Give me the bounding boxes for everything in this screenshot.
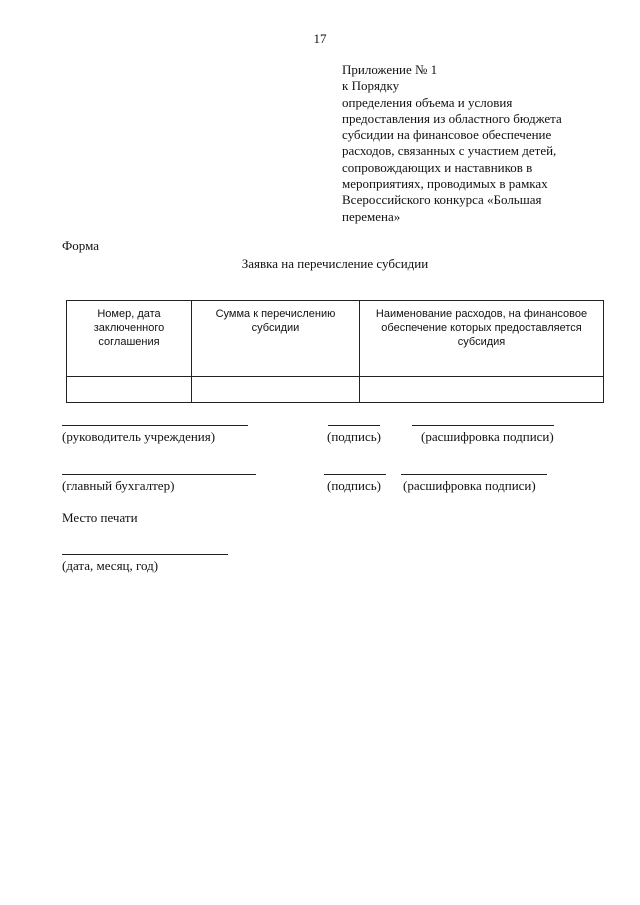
accountant-decoding-label: (расшифровка подписи) [403,478,536,493]
accountant-signature-label: (подпись) [327,478,381,493]
accountant-signature-line [324,474,386,475]
accountant-role-line [62,474,256,475]
appendix-line: перемена» [342,208,401,224]
head-role-line [62,425,248,426]
head-decoding-label: (расшифровка подписи) [421,429,554,444]
page-number: 17 [313,31,327,46]
header-amount: Сумма к перечислению субсидии [192,301,360,377]
table-cell [360,377,604,403]
head-signature-label: (подпись) [327,429,381,444]
table-row [67,377,604,403]
appendix-line: Всероссийского конкурса «Большая [342,192,542,208]
appendix-line: к Порядку [342,78,400,94]
document-title: Заявка на перечисление субсидии [241,256,429,271]
date-line [62,554,228,555]
header-expenses: Наименование расходов, на финансовое обеспечение которых предоставляется субсидия [360,301,604,377]
table-header-row [67,301,604,377]
header-agreement: Номер, дата заключенного соглашения [67,301,192,377]
appendix-header [342,62,632,225]
date-label: (дата, месяц, год) [62,558,159,573]
appendix-line: сопровождающих и наставников в [342,159,533,175]
head-signature-line [328,425,380,426]
table-cell [192,377,360,403]
subsidy-request-table [66,300,604,403]
appendix-line: расходов, связанных с участием детей, [342,143,557,159]
appendix-line: мероприятиях, проводимых в рамках [342,176,548,192]
form-label: Форма [62,238,99,253]
appendix-line: Приложение № 1 [342,62,438,77]
accountant-role-label: (главный бухгалтер) [62,478,175,493]
head-decoding-line [412,425,554,426]
head-role-label: (руководитель учреждения) [62,429,216,444]
appendix-line: субсидии на финансовое обеспечение [342,127,552,143]
accountant-decoding-line [401,474,547,475]
stamp-place: Место печати [62,510,138,525]
table-cell [67,377,192,403]
appendix-line: предоставления из областного бюджета [342,110,562,126]
appendix-line: определения объема и условия [342,94,513,110]
